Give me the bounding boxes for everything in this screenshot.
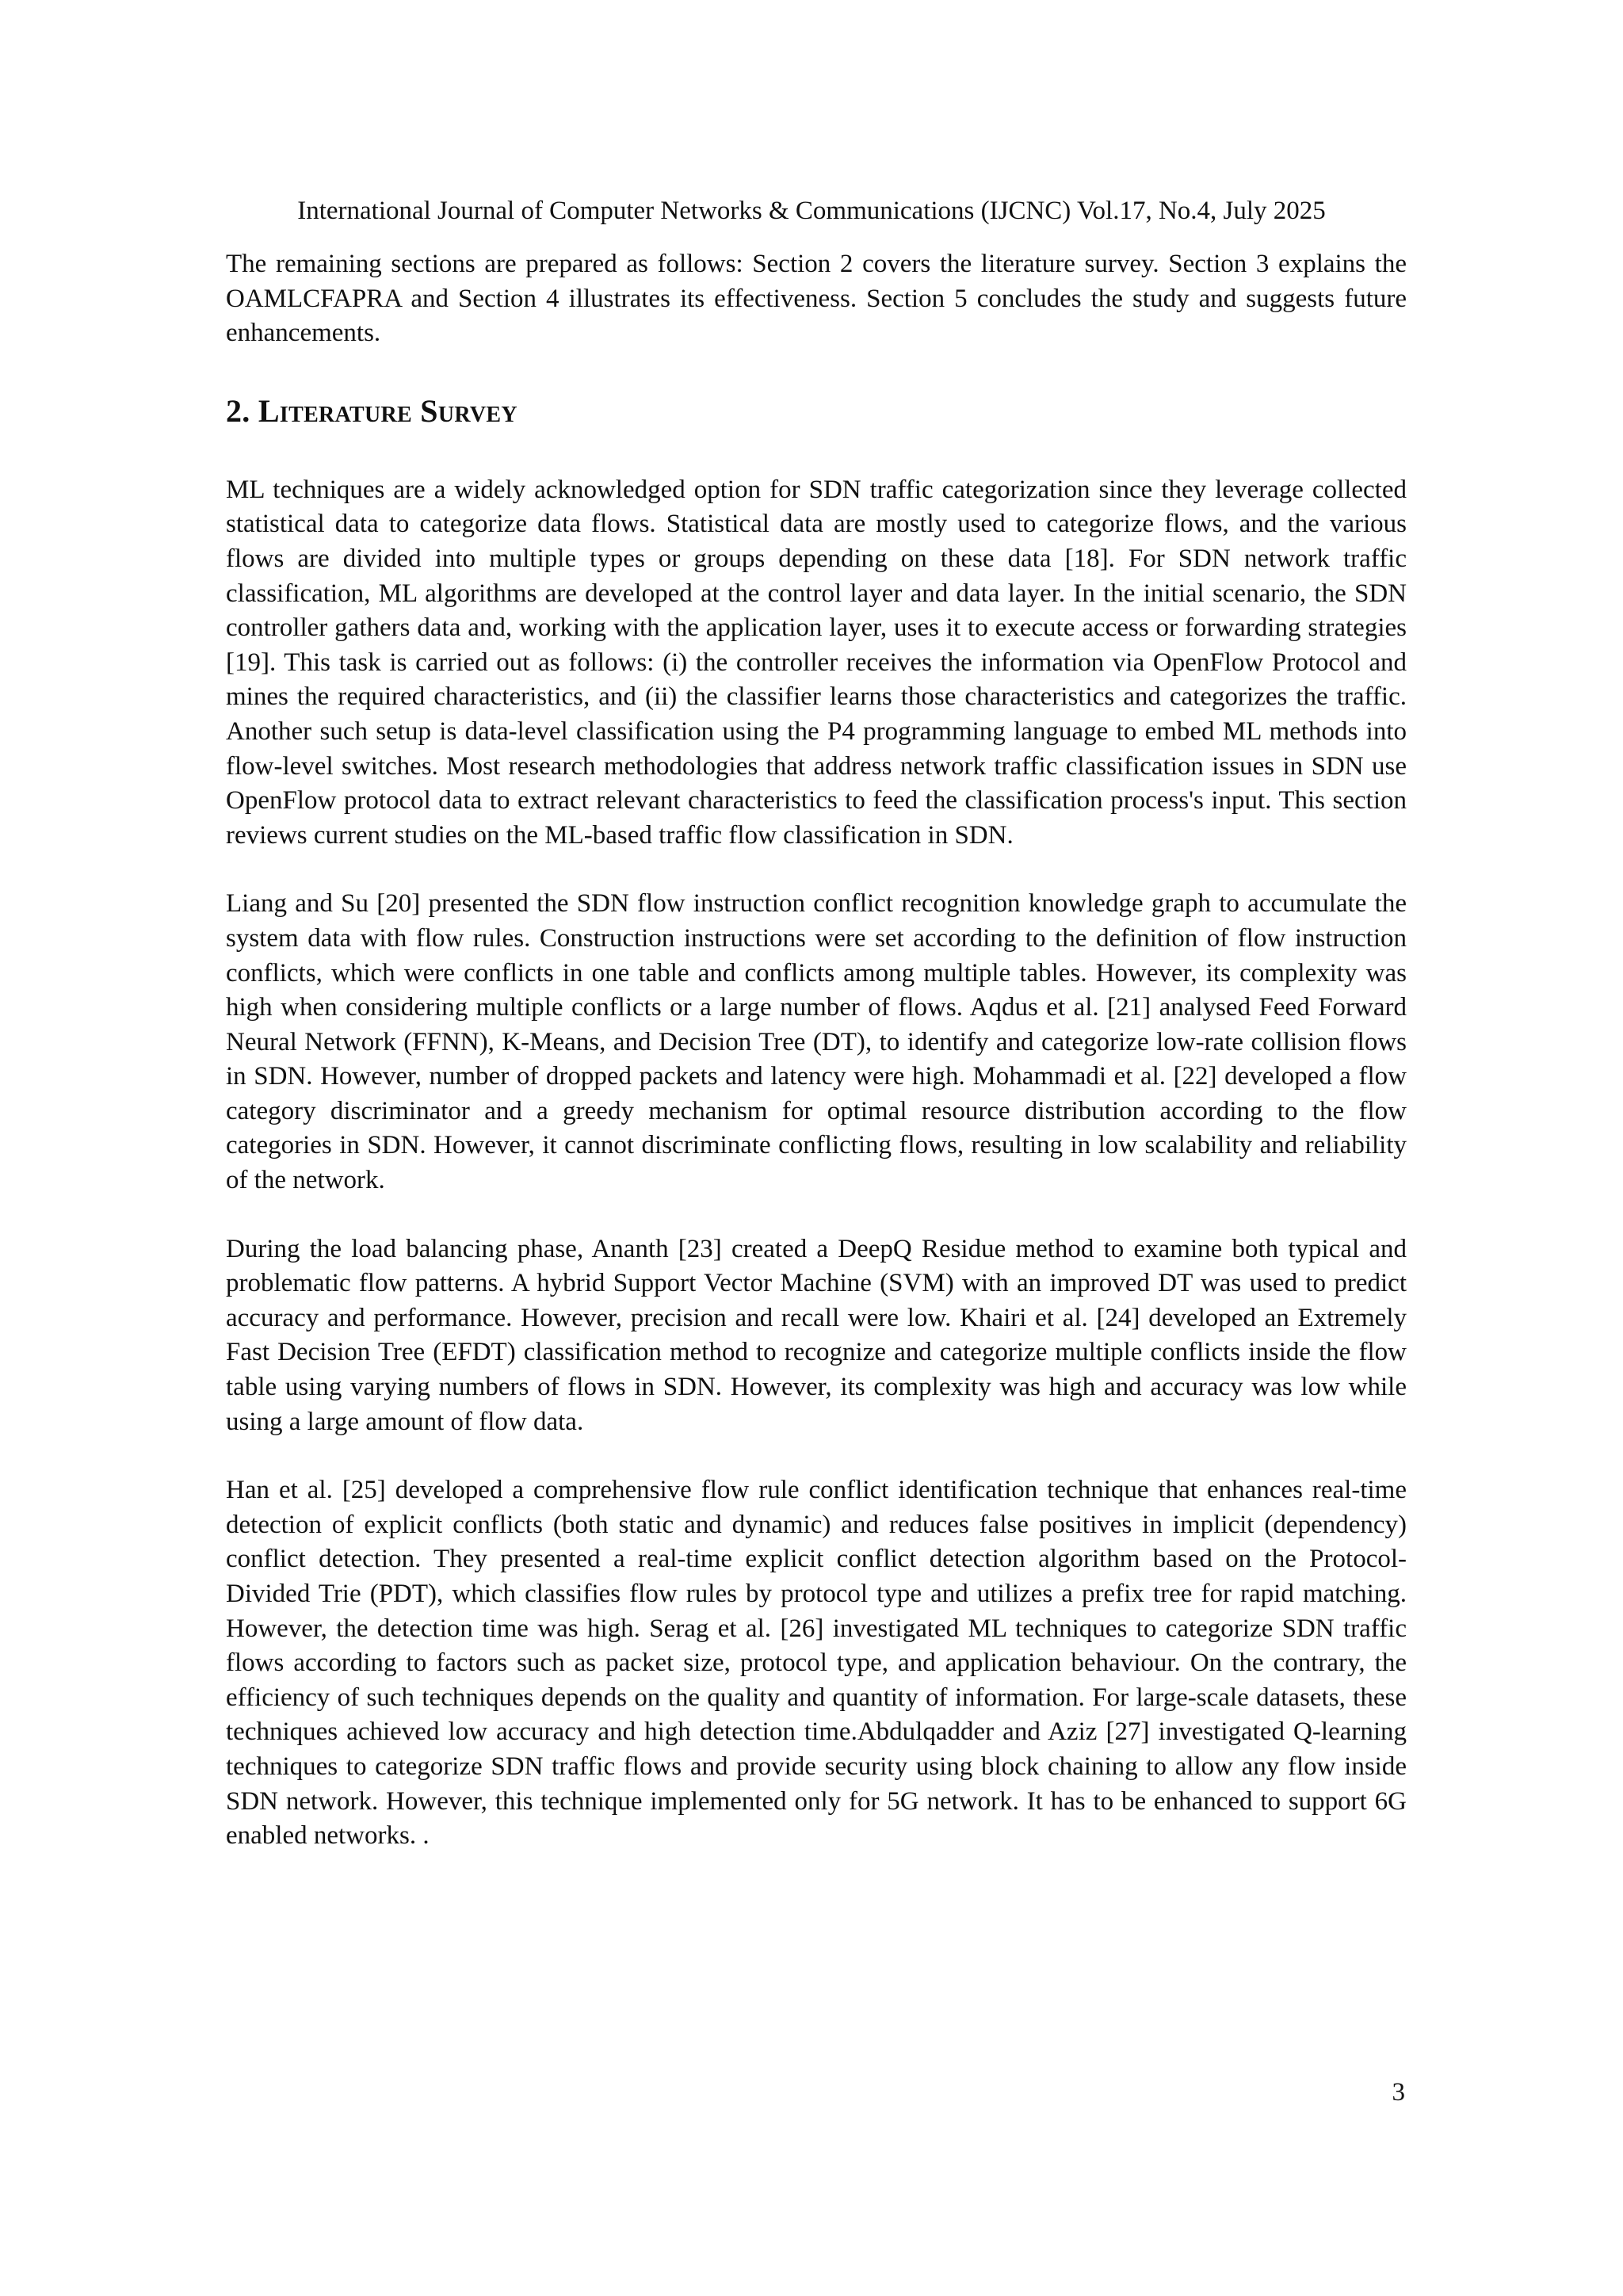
running-header: International Journal of Computer Networks & Communications (IJCNC) Vol.17, No.4, July 2025	[297, 197, 1326, 225]
section-number: 2.	[226, 392, 250, 429]
section-paragraph-2: Liang and Su [20] presented the SDN flow instruction conflict recognition knowledge graph to accumulate the system data with flow rules. Construction instructions were set according to the definition of flow instruction conflicts, which were conflicts in one table and conflicts among multiple tables. However, its complexity was high when considering multiple conflicts or a large number of flows. Aqdus et al. [21] analysed Feed Forward Neural Network (FFNN), K-Means, and Decision Tree (DT), to identify and categorize low-rate collision flows in SDN. However, number of dropped packets and latency were high. Mohammadi et al. [22] developed a flow category discriminator and a greedy mechanism for optimal resource distribution according to the flow categories in SDN. However, it cannot discriminate conflicting flows, resulting in low scalability and reliability of the network.	[226, 889, 1407, 1195]
intro-paragraph: The remaining sections are prepared as follows: Section 2 covers the literature survey. Section 3 explains the OAMLCFAPRA and Section 4 illustrates its effectiveness. Section 5 concludes the study and suggests future enhancements.	[226, 250, 1407, 348]
page-number: 3	[1392, 2078, 1405, 2107]
section-title: Literature Survey	[258, 392, 517, 429]
page-content	[226, 247, 1407, 1854]
section-heading	[226, 392, 1407, 430]
section-paragraph-3: During the load balancing phase, Ananth [23] created a DeepQ Residue method to examine both typical and problematic flow patterns. A hybrid Support Vector Machine (SVM) with an improved DT was used to predict accuracy and performance. However, precision and recall were low. Khairi et al. [24] developed an Extremely Fast Decision Tree (EFDT) classification method to recognize and categorize multiple conflicts inside the flow table using varying numbers of flows in SDN. However, its complexity was high and accuracy was low while using a large amount of flow data.	[226, 1234, 1407, 1436]
section-paragraph-4: Han et al. [25] developed a comprehensive flow rule conflict identification technique that enhances real-time detection of explicit conflicts (both static and dynamic) and reduces false positives in implicit (dependency) conflict detection. They presented a real-time explicit conflict detection algorithm based on the Protocol-Divided Trie (PDT), which classifies flow rules by protocol type and utilizes a prefix tree for rapid matching. However, the detection time was high. Serag et al. [26] investigated ML techniques to categorize SDN traffic flows according to factors such as packet size, protocol type, and application behaviour. On the contrary, the efficiency of such techniques depends on the quality and quantity of information. For large-scale datasets, these techniques achieved low accuracy and high detection time.Abdulqadder and Aziz [27] investigated Q-learning techniques to categorize SDN traffic flows and provide security using block chaining to allow any flow inside SDN network. However, this technique implemented only for 5G network. It has to be enhanced to support 6G enabled networks. .	[226, 1476, 1407, 1851]
section-paragraph-1: ML techniques are a widely acknowledged option for SDN traffic categorization since they leverage collected statistical data to categorize data flows. Statistical data are mostly used to categorize flows, and the various flows are divided into multiple types or groups depending on these data [18]. For SDN network traffic classification, ML algorithms are developed at the control layer and data layer. In the initial scenario, the SDN controller gathers data and, working with the application layer, uses it to execute access or forwarding strategies [19]. This task is carried out as follows: (i) the controller receives the information via OpenFlow Protocol and mines the required characteristics, and (ii) the classifier learns those characteristics and categorizes the traffic. Another such setup is data-level classification using the P4 programming language to embed ML methods into flow-level switches. Most research methodologies that address network traffic classification issues in SDN use OpenFlow protocol data to extract relevant characteristics to feed the classification process's input. This section reviews current studies on the ML-based traffic flow classification in SDN.	[226, 475, 1407, 850]
